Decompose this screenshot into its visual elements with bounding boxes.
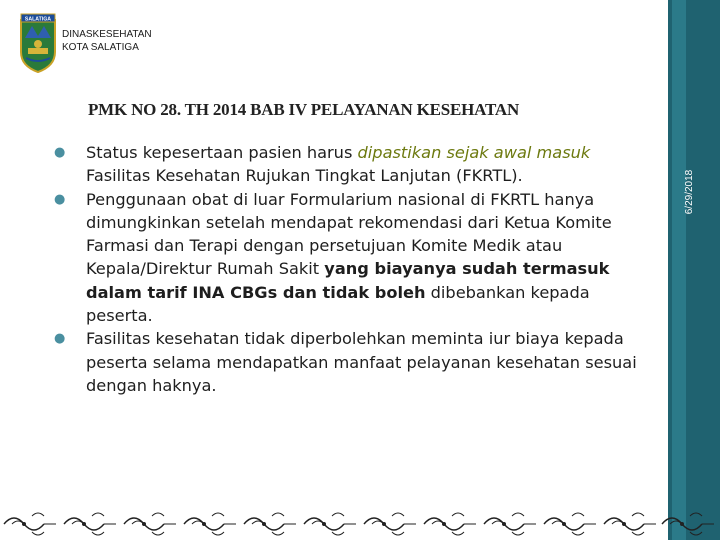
svg-text:SALATIGA: SALATIGA bbox=[24, 16, 52, 23]
slide-title: PMK NO 28. TH 2014 BAB IV PELAYANAN KESEHATAN bbox=[88, 100, 520, 119]
bullet-icon: ● bbox=[54, 145, 66, 160]
bullet-list bbox=[52, 141, 652, 397]
bullet-text: Status kepesertaan pasien harus bbox=[86, 143, 358, 162]
bullet-icon: ● bbox=[54, 331, 66, 347]
bullet-text: Penggunaan obat di luar Formularium nasional di FKRTL hanya dimungkinkan setelah mendapat rekomendasi dari Ketua Komite Farmasi dan Terapi dengan persetujuan Komite Medik atau Kepala/Direktur Rumah Sakit bbox=[86, 189, 612, 279]
decorative-border bbox=[0, 508, 720, 540]
org-line-2: KOTA SALATIGA bbox=[62, 42, 139, 53]
bullet-icon: ● bbox=[54, 191, 66, 207]
slide-date: 6/29/2018 bbox=[684, 169, 695, 215]
bullet-text: Fasilitas Kesehatan Rujukan Tingkat Lanjutan (FKRTL). bbox=[86, 166, 523, 186]
bullet-bold: yang biayanya sudah termasuk dalam tarif INA CBGs dan tidak boleh bbox=[86, 259, 610, 302]
side-band-stripe bbox=[672, 0, 686, 540]
bullet-item bbox=[52, 327, 652, 397]
org-line-1: DINASKESEHATAN bbox=[62, 29, 152, 40]
bullet-text: dibebankan kepada peserta. bbox=[86, 282, 590, 326]
bullet-item bbox=[52, 188, 652, 328]
bullet-item bbox=[52, 141, 652, 188]
salatiga-logo bbox=[18, 12, 58, 74]
organization-name bbox=[62, 28, 152, 54]
bullet-text: Fasilitas kesehatan tidak diperbolehkan meminta iur biaya kepada peserta selama mendapatkan manfaat pelayanan kesehatan sesuai dengan haknya. bbox=[86, 329, 637, 395]
bullet-highlight: dipastikan sejak awal masuk bbox=[357, 143, 591, 162]
